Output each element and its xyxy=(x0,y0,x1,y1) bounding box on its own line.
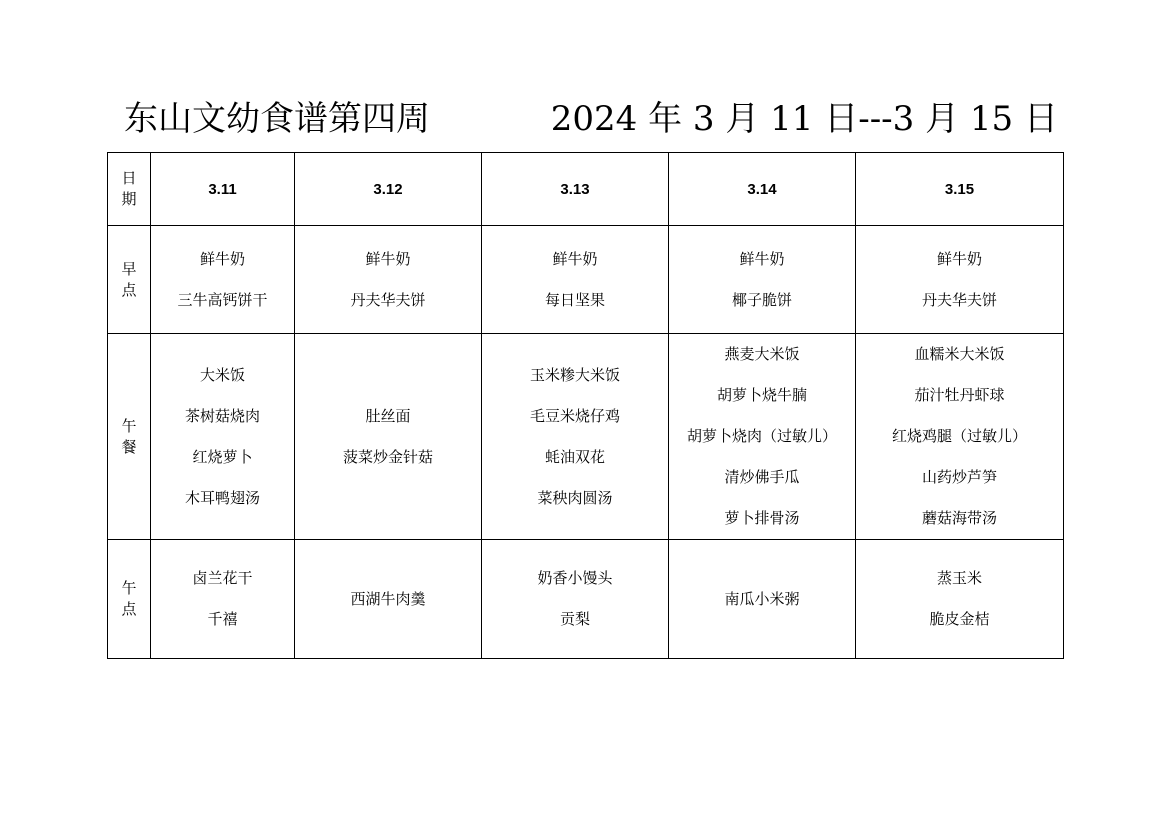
menu-item: 鲜牛奶 xyxy=(199,249,245,268)
menu-item: 茶树菇烧肉 xyxy=(184,406,260,425)
row-label-char: 期 xyxy=(121,190,137,208)
lunch-cell xyxy=(151,334,295,540)
menu-item: 丹夫华夫饼 xyxy=(921,290,997,309)
table-row-snack xyxy=(108,540,1064,659)
menu-item: 椰子脆饼 xyxy=(731,290,792,309)
menu-item: 三牛高钙饼干 xyxy=(177,290,268,309)
menu-item: 丹夫华夫饼 xyxy=(350,290,426,309)
date-cell: 3.15 xyxy=(856,153,1064,226)
row-label-char: 点 xyxy=(121,280,137,299)
menu-item: 木耳鸭翅汤 xyxy=(184,488,260,507)
menu-item: 奶香小馒头 xyxy=(537,569,613,587)
menu-table xyxy=(107,152,1064,659)
menu-item: 卤兰花干 xyxy=(192,569,253,587)
menu-item: 胡萝卜烧肉（过敏儿） xyxy=(686,427,837,445)
row-label-char: 点 xyxy=(121,600,137,618)
snack-cell xyxy=(151,540,295,659)
menu-item: 红烧萝卜 xyxy=(192,447,253,466)
row-label-char: 午 xyxy=(121,416,137,435)
row-label-breakfast xyxy=(108,226,151,334)
menu-item: 脆皮金桔 xyxy=(929,610,990,628)
lunch-cell xyxy=(669,334,856,540)
menu-item: 山药炒芦笋 xyxy=(921,468,997,486)
row-label-char: 午 xyxy=(121,579,137,597)
row-label-char: 早 xyxy=(121,259,137,278)
menu-item: 血糯米大米饭 xyxy=(914,345,1005,363)
snack-cell xyxy=(295,540,482,659)
breakfast-cell xyxy=(669,226,856,334)
menu-item: 千禧 xyxy=(207,610,238,628)
breakfast-cell xyxy=(295,226,482,334)
menu-item: 肚丝面 xyxy=(365,406,411,425)
menu-item: 菠菜炒金针菇 xyxy=(342,447,433,466)
menu-item: 萝卜排骨汤 xyxy=(724,509,800,527)
table-row-date xyxy=(108,153,1064,226)
row-label-date xyxy=(108,153,151,226)
menu-item: 鲜牛奶 xyxy=(739,249,785,268)
menu-item: 茄汁牡丹虾球 xyxy=(914,386,1005,404)
breakfast-cell xyxy=(482,226,669,334)
menu-item: 蚝油双花 xyxy=(544,447,605,466)
menu-item: 贡梨 xyxy=(559,610,590,628)
breakfast-cell xyxy=(151,226,295,334)
lunch-cell xyxy=(856,334,1064,540)
table-row-breakfast xyxy=(108,226,1064,334)
menu-item: 鲜牛奶 xyxy=(936,249,982,268)
date-cell: 3.12 xyxy=(295,153,482,226)
menu-item: 西湖牛肉羹 xyxy=(350,589,426,608)
breakfast-cell xyxy=(856,226,1064,334)
menu-item: 胡萝卜烧牛腩 xyxy=(716,386,807,404)
menu-item: 南瓜小米粥 xyxy=(724,589,800,608)
menu-item: 红烧鸡腿（过敏儿） xyxy=(891,427,1027,445)
menu-item: 玉米糁大米饭 xyxy=(529,365,620,384)
snack-cell xyxy=(856,540,1064,659)
snack-cell xyxy=(669,540,856,659)
date-cell: 3.13 xyxy=(482,153,669,226)
menu-item: 鲜牛奶 xyxy=(552,249,598,268)
date-range: 2024 年 3 月 11 日---3 月 15 日 xyxy=(550,99,1058,139)
lunch-cell xyxy=(482,334,669,540)
page-title: 东山文幼食谱第四周 xyxy=(124,99,430,139)
menu-item: 燕麦大米饭 xyxy=(724,345,800,363)
menu-item: 蘑菇海带汤 xyxy=(921,509,997,527)
row-label-char: 餐 xyxy=(121,437,137,456)
table-row-lunch xyxy=(108,334,1064,540)
date-cell: 3.11 xyxy=(151,153,295,226)
menu-item: 大米饭 xyxy=(199,365,245,384)
menu-item: 蒸玉米 xyxy=(936,569,982,587)
snack-cell xyxy=(482,540,669,659)
date-cell: 3.14 xyxy=(669,153,856,226)
menu-item: 毛豆米烧仔鸡 xyxy=(529,406,620,425)
row-label-snack xyxy=(108,540,151,659)
menu-item: 清炒佛手瓜 xyxy=(724,468,800,486)
menu-item: 鲜牛奶 xyxy=(365,249,411,268)
menu-item: 菜秧肉圆汤 xyxy=(537,488,613,507)
row-label-lunch xyxy=(108,334,151,540)
row-label-char: 日 xyxy=(121,169,137,187)
lunch-cell xyxy=(295,334,482,540)
menu-item: 每日坚果 xyxy=(544,290,605,309)
